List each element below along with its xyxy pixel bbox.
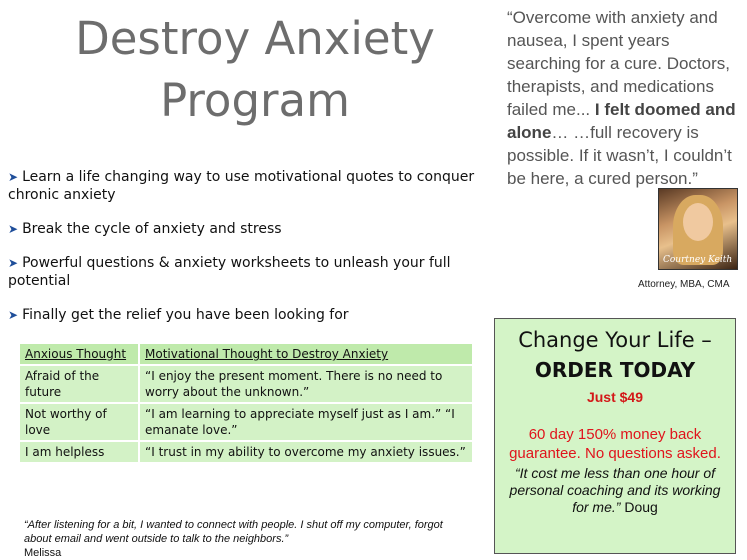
benefit-text: Break the cycle of anxiety and stress bbox=[22, 221, 282, 237]
table-header-cell: Motivational Thought to Destroy Anxiety bbox=[140, 344, 472, 364]
testimonial-bottom-author: Melissa bbox=[24, 547, 62, 559]
order-testimonial bbox=[503, 465, 727, 516]
page-title: Destroy Anxiety Program bbox=[75, 12, 435, 127]
testimonial-photo bbox=[658, 188, 738, 270]
table-row bbox=[20, 404, 472, 440]
arrow-bullet-icon: ➤ bbox=[8, 256, 19, 270]
table-row bbox=[20, 442, 472, 462]
anxious-thought-cell: I am helpless bbox=[20, 442, 138, 462]
testimonial-bottom-quote: “After listening for a bit, I wanted to connect with people. I shut off my computer, forgot about email and went outside to talk to the neighbors.” bbox=[24, 519, 443, 545]
testimonial-attribution: Attorney, MBA, CMA bbox=[638, 279, 730, 290]
arrow-bullet-icon: ➤ bbox=[8, 308, 19, 322]
motivational-thought-cell: “I trust in my ability to overcome my anxiety issues.” bbox=[140, 442, 472, 462]
arrow-bullet-icon: ➤ bbox=[8, 170, 19, 184]
table-row bbox=[20, 366, 472, 402]
benefit-item bbox=[8, 168, 498, 204]
order-guarantee: 60 day 150% money back guarantee. No questions asked. bbox=[509, 426, 721, 462]
testimonial-top-bold: I felt doomed and alone bbox=[507, 100, 736, 142]
benefit-text: Finally get the relief you have been looking for bbox=[22, 307, 349, 323]
order-testimonial-quote: “It cost me less than one hour of personal coaching and its working for me.” bbox=[509, 465, 721, 515]
thoughts-table bbox=[18, 342, 474, 464]
benefit-text: Learn a life changing way to use motivational quotes to conquer chronic anxiety bbox=[8, 169, 475, 203]
testimonial-bottom bbox=[24, 518, 444, 560]
anxious-thought-cell: Afraid of the future bbox=[20, 366, 138, 402]
table-header-row bbox=[20, 344, 472, 364]
testimonial-top bbox=[507, 6, 747, 190]
benefit-item bbox=[8, 220, 498, 238]
order-price: Just $49 bbox=[586, 389, 644, 405]
benefit-item bbox=[8, 254, 498, 290]
order-box[interactable] bbox=[494, 318, 736, 554]
testimonial-top-part1: “Overcome with anxiety and nausea, I spent years searching for a cure. Doctors, therapists, and medications failed me... bbox=[507, 8, 730, 119]
benefit-item bbox=[8, 306, 498, 324]
order-testimonial-author: Doug bbox=[624, 499, 658, 515]
photo-face bbox=[683, 203, 713, 241]
photo-signature: Courtney Keith bbox=[663, 255, 733, 265]
motivational-thought-cell: “I enjoy the present moment. There is no need to worry about the unknown.” bbox=[140, 366, 472, 402]
arrow-bullet-icon: ➤ bbox=[8, 222, 19, 236]
benefit-text: Powerful questions & anxiety worksheets to unleash your full potential bbox=[8, 255, 451, 289]
testimonial-top-part2: … …full recovery is possible. If it wasn’t, I couldn’t be here, a cured person.” bbox=[507, 123, 732, 188]
benefit-list bbox=[8, 168, 498, 340]
order-cta[interactable]: ORDER TODAY bbox=[534, 358, 696, 382]
anxious-thought-cell: Not worthy of love bbox=[20, 404, 138, 440]
order-heading: Change Your Life – bbox=[518, 328, 712, 352]
motivational-thought-cell: “I am learning to appreciate myself just as I am.” “I emanate love.” bbox=[140, 404, 472, 440]
table-header-cell: Anxious Thought bbox=[20, 344, 138, 364]
